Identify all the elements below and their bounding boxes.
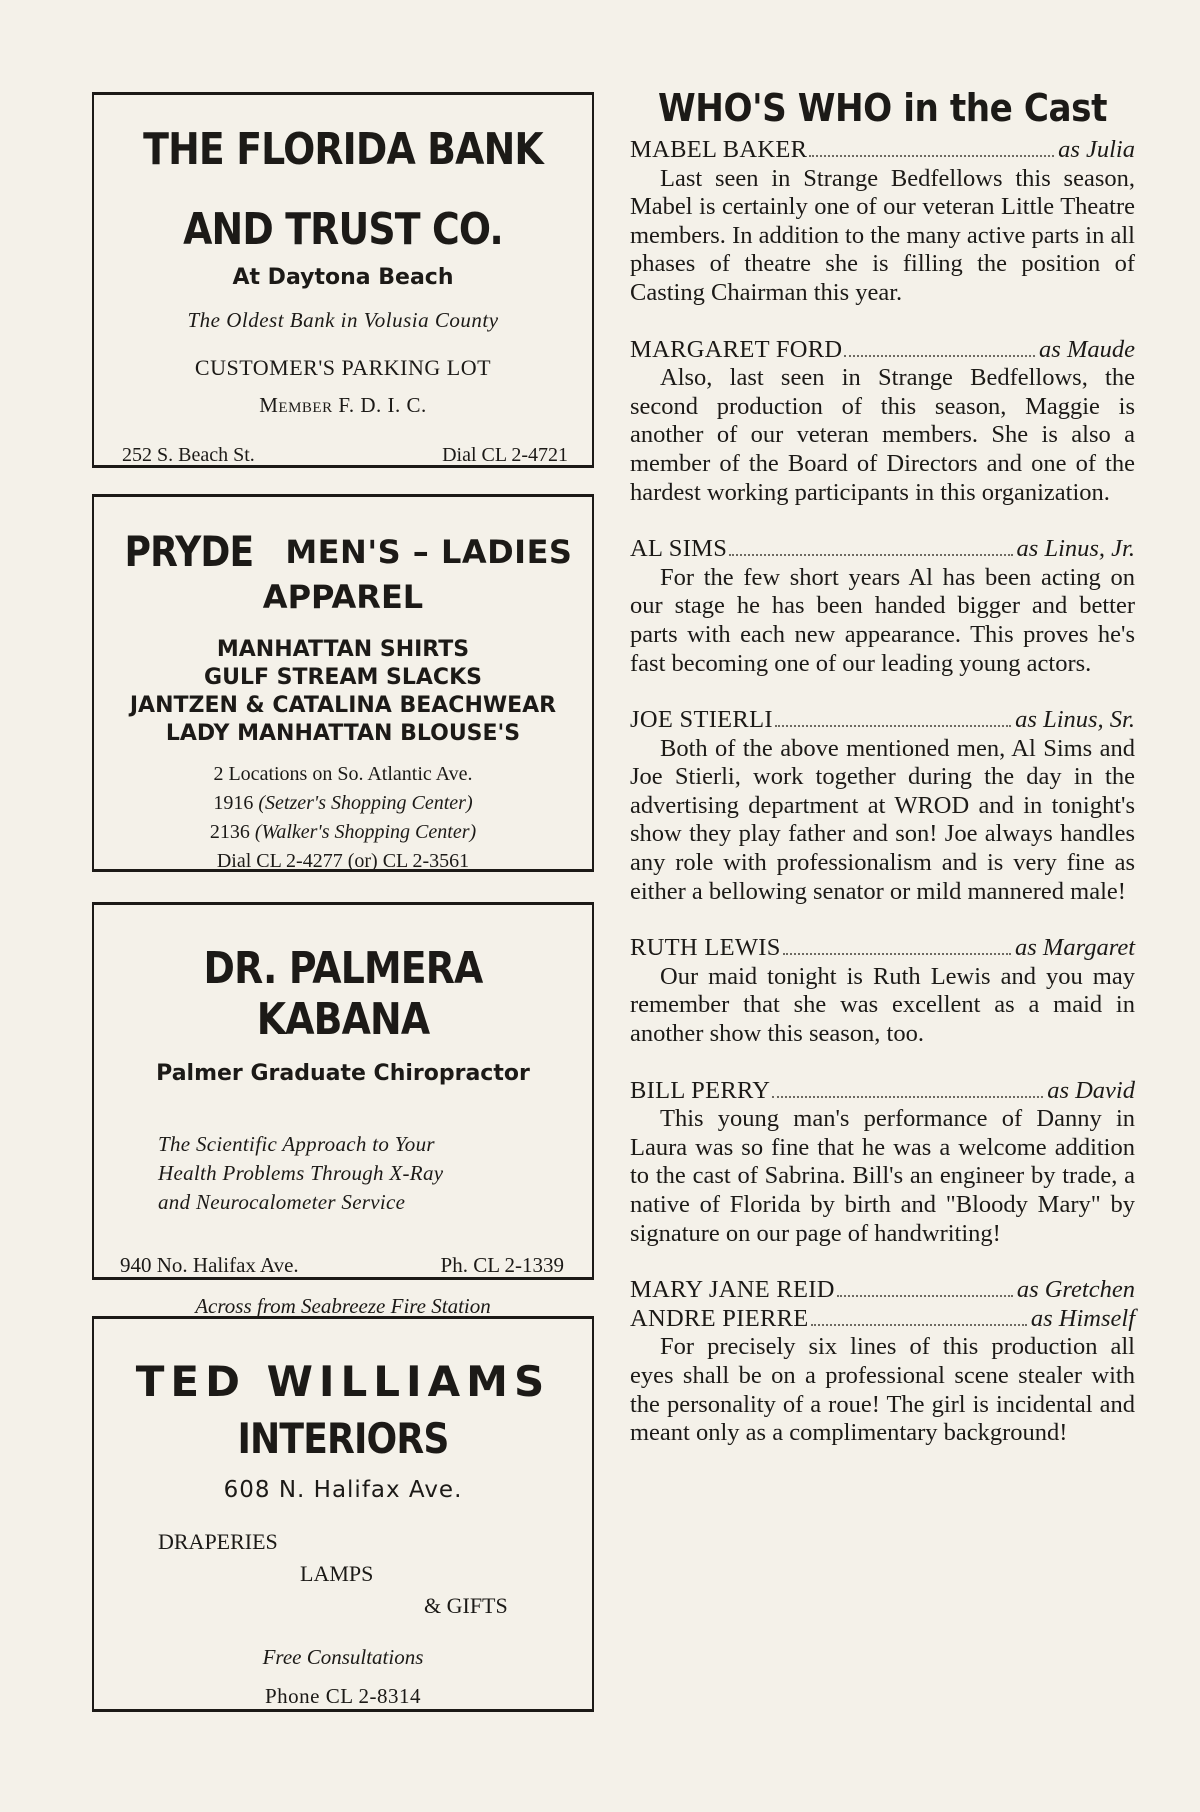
actor-name: MARGARET FORD [630, 335, 843, 363]
pryde-goods-item: GULF STREAM SLACKS [204, 665, 482, 690]
actor-name: MARY JANE REID [630, 1276, 835, 1304]
bank-address: 252 S. Beach St. [122, 444, 255, 466]
cast-entry [630, 336, 1135, 508]
actor-name: JOE STIERLI [630, 706, 773, 734]
cast-column [630, 86, 1135, 1476]
cast-credit [630, 1077, 1135, 1106]
ted-address: 608 N. Halifax Ave. [223, 1477, 463, 1503]
leader-dots [775, 725, 1011, 727]
cast-entry [630, 136, 1135, 308]
pryde-loc2-name: (Walker's Shopping Center) [254, 821, 477, 843]
florida-bank-ad [92, 92, 594, 468]
kabana-name: DR. PALMERA KABANA [203, 943, 483, 1045]
actor-name: RUTH LEWIS [630, 934, 781, 962]
role-name: as Linus, Jr. [1016, 535, 1135, 563]
pryde-location-2 [94, 818, 592, 847]
cast-title: WHO'S WHO in the Cast [658, 86, 1107, 130]
leader-dots [729, 554, 1012, 556]
ted-name-line1: TED WILLIAMS [135, 1357, 551, 1406]
ted-products [94, 1529, 592, 1639]
cast-entry [630, 706, 1135, 906]
ted-consultations: Free Consultations [262, 1645, 424, 1669]
actor-bio: For the few short years Al has been acting on our stage he has been handed bigger and better parts with each new appearance. This proves he's fast becoming one of our leading young actors. [630, 563, 1135, 677]
cast-credit [630, 336, 1135, 365]
role-name: as Julia [1058, 136, 1135, 163]
role-name: as David [1047, 1076, 1135, 1104]
kabana-across: Across from Seabreeze Fire Station [195, 1294, 491, 1318]
kabana-chiropractor-ad [92, 902, 594, 1318]
pryde-phone: Dial CL 2-4277 (or) CL 2-3561 [216, 850, 470, 872]
leader-dots [809, 155, 1054, 157]
actor-name: MABEL BAKER [630, 136, 808, 163]
actor-bio: Our maid tonight is Ruth Lewis and you may remember that she was excellent as a maid in another show this season, too. [630, 962, 1135, 1048]
bank-phone: Dial CL 2-4721 [442, 444, 568, 466]
role-name: as Maude [1039, 335, 1135, 363]
kabana-quote-line: Health Problems Through X-Ray [158, 1161, 444, 1185]
actor-bio: Also, last seen in Strange Bedfellows, the second production of this season, Maggie is another of our veteran members. She is also a member of the Board of Directors and one of the hardest working participants in this organization. [630, 364, 1135, 506]
actor-name: ANDRE PIERRE [630, 1304, 809, 1332]
pryde-line1: MEN'S – LADIES [285, 532, 573, 571]
pryde-loc1-name: (Setzer's Shopping Center) [258, 792, 473, 814]
actor-bio: For precisely six lines of this production all eyes shall be on a professional scene stealer with the personality of a roue! The girl is incidental and meant only as a complimentary background! [630, 1333, 1135, 1447]
pryde-loc1-number: 1916 [213, 792, 254, 814]
cast-credit [630, 535, 1135, 564]
ted-product-gifts: & GIFTS [424, 1593, 508, 1618]
cast-credit [630, 706, 1135, 735]
actor-bio: This young man's performance of Danny in Laura was so fine that he was a welcome addition to the cast of Sabrina. Bill's an engineer by trade, a native of Florida by birth and "Bloody Mary" by signature on our page of handwriting! [630, 1105, 1135, 1247]
role-name: as Linus, Sr. [1015, 706, 1135, 734]
cast-entry [630, 934, 1135, 1048]
pryde-goods-item: MANHATTAN SHIRTS [216, 637, 470, 662]
ted-williams-interiors-ad [92, 1316, 594, 1712]
leader-dots [844, 355, 1035, 357]
actor-bio: Last seen in Strange Bedfellows this season, Mabel is certainly one of our veteran Little Theatre members. In addition to the many active parts in all phases of theatre she is filling the position of Casting Chairman this year. [630, 164, 1135, 306]
leader-dots [772, 1096, 1043, 1098]
ted-product-lamps: LAMPS [300, 1561, 374, 1586]
pryde-line2: APPAREL [262, 578, 424, 616]
cast-entry [630, 1077, 1135, 1249]
cast-credit [630, 1305, 1135, 1334]
actor-name: AL SIMS [630, 535, 728, 563]
cast-credit [630, 136, 1135, 165]
pryde-apparel-ad [92, 494, 594, 872]
kabana-address: 940 No. Halifax Ave. [120, 1253, 299, 1277]
role-name: as Margaret [1015, 934, 1135, 962]
leader-dots [783, 953, 1011, 955]
ted-name-line2: INTERIORS [237, 1414, 449, 1463]
kabana-phone: Ph. CL 2-1339 [440, 1253, 564, 1277]
pryde-goods-item: JANTZEN & CATALINA BEACHWEAR [129, 693, 557, 718]
actor-name: BILL PERRY [630, 1076, 771, 1104]
bank-parking: CUSTOMER'S PARKING LOT [194, 355, 492, 380]
role-name: as Himself [1030, 1304, 1135, 1332]
leader-dots [837, 1295, 1013, 1297]
pryde-locations: 2 Locations on So. Atlantic Ave. [213, 763, 473, 785]
kabana-quote [158, 1130, 592, 1217]
pryde-location-1 [94, 789, 592, 818]
actor-bio: Both of the above mentioned men, Al Sims and Joe Stierli, work together during the day in the advertising department at WROD and in tonight's show they play father and son! Joe always handles any role with professionalism and is very fine as either a bellowing senator or mild mannered male! [630, 734, 1135, 905]
kabana-quote-line: and Neurocalometer Service [158, 1190, 406, 1214]
bank-name-line2: AND TRUST CO. [183, 204, 503, 255]
bank-location: At Daytona Beach [232, 265, 454, 290]
kabana-quote-line: The Scientific Approach to Your [158, 1132, 435, 1156]
pryde-loc2-number: 2136 [209, 821, 250, 843]
cast-credit [630, 1276, 1135, 1305]
bank-name-line1: THE FLORIDA BANK [143, 124, 543, 175]
leader-dots [811, 1324, 1027, 1326]
cast-credit [630, 934, 1135, 963]
cast-entry [630, 1276, 1135, 1448]
cast-entry [630, 535, 1135, 678]
ted-product-draperies: DRAPERIES [158, 1529, 278, 1554]
role-name: as Gretchen [1016, 1276, 1135, 1304]
pryde-brand: PRYDE [124, 527, 253, 576]
ted-phone: Phone CL 2-8314 [264, 1684, 422, 1708]
pryde-goods-item: LADY MANHATTAN BLOUSE'S [165, 721, 521, 746]
kabana-subtitle: Palmer Graduate Chiropractor [156, 1061, 530, 1086]
bank-tagline: The Oldest Bank in Volusia County [187, 308, 499, 332]
bank-fdic: Member F. D. I. C. [259, 393, 427, 417]
pryde-goods-list [94, 636, 592, 748]
